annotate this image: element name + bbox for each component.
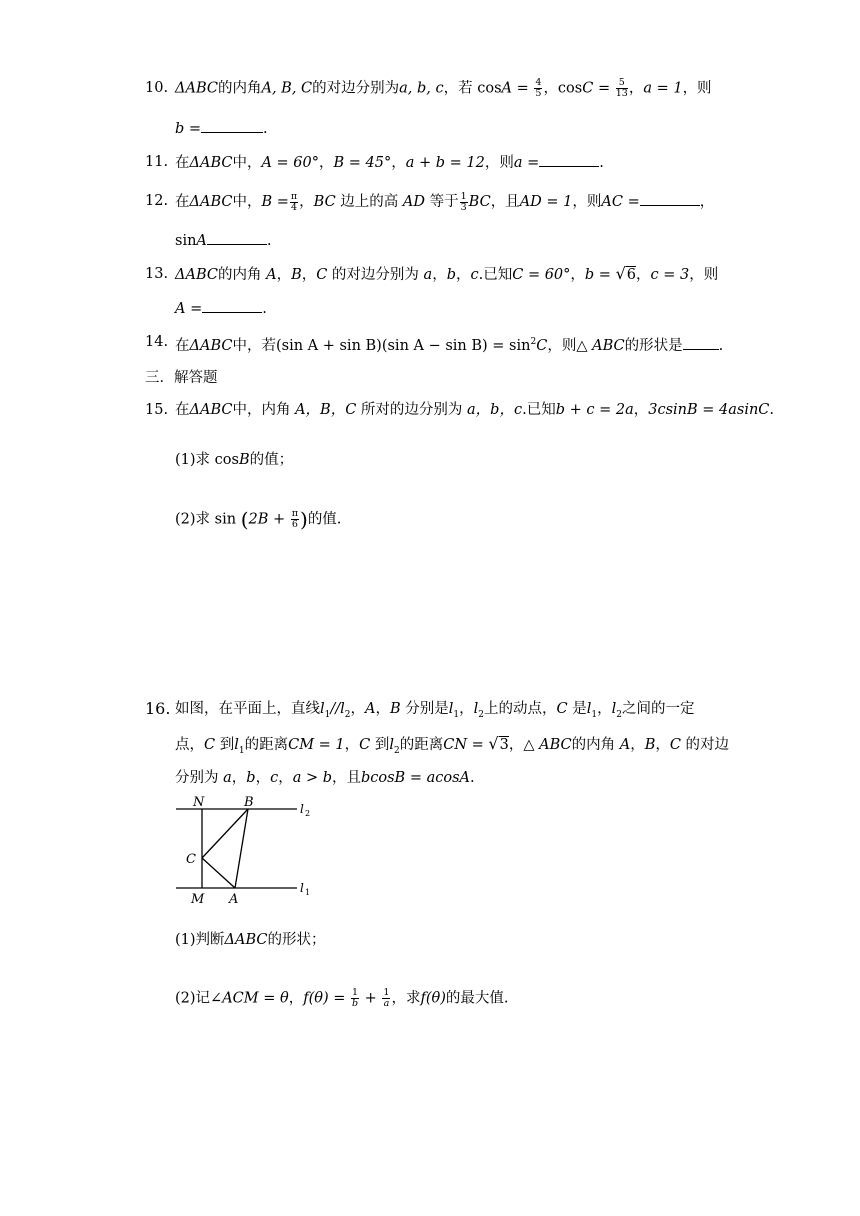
label-N: N [193, 795, 205, 810]
label-l1-sub: 1 [305, 888, 311, 897]
segment-CA [202, 858, 235, 888]
question-text: 在ΔABC中，若(sin A + sin B)(sin $A - \sin B) = \sin^2C$，则△ ABC的形状是 . [175, 332, 723, 356]
answer-blank[interactable] [640, 191, 700, 206]
answer-blank[interactable] [207, 230, 267, 245]
question-text: 在ΔABC中，内角 A，B，C 所对的边分别为 a，b，c.已知b + c = 2a，3csinB = 4asinC. [175, 402, 774, 418]
question-number: 16. [145, 699, 171, 718]
answer-blank[interactable] [201, 118, 263, 133]
label-l2-sub: 2 [305, 809, 311, 818]
question-text: ΔABC的内角A, B, C的对边分别为a, b, c，若 cosA = $\frac{4}{5}$ ，cosC = $\frac{5}{13}$ ，a = 1，则 [175, 77, 712, 99]
question-number: 12. [145, 193, 169, 209]
label-l2: l [300, 802, 304, 816]
label-B: B [244, 795, 254, 810]
question-text: 在ΔABC中，A = 60°，B = 45°，a + b = 12，则a = . [175, 152, 604, 173]
label-C: C [186, 852, 196, 867]
label-l1: l [300, 881, 304, 895]
label-A: A [229, 892, 239, 907]
question-number: 15. [145, 402, 169, 418]
question-number: 13. [145, 266, 169, 282]
question-text: 在ΔABC中，B = $\frac{\pi}{4}$ ，BC 边上的高 AD 等于 $\frac{1}{3}$ BC，且AD = 1，则AC = ， [175, 190, 715, 213]
label-M: M [191, 892, 205, 907]
answer-blank[interactable] [683, 335, 719, 350]
question-text: ΔABC的内角 A，B，C 的对边分别为 a，b，c.已知C = 60°，b = √6，c = 3，则 [175, 264, 719, 283]
section-heading: 三．解答题 [145, 370, 218, 386]
question-number: 11. [145, 154, 169, 170]
question-text: 如图，在平面上，直线$l_1//l_2$，A，B 分别是$l_1$，$l_2$上的动点，C 是$l_1$，$l_2$之间的一定 [175, 701, 695, 720]
answer-blank[interactable] [202, 298, 262, 313]
geometry-figure [172, 792, 322, 908]
question-number: 10. [145, 80, 169, 96]
answer-blank[interactable] [539, 152, 599, 167]
question-number: 14. [145, 334, 169, 350]
